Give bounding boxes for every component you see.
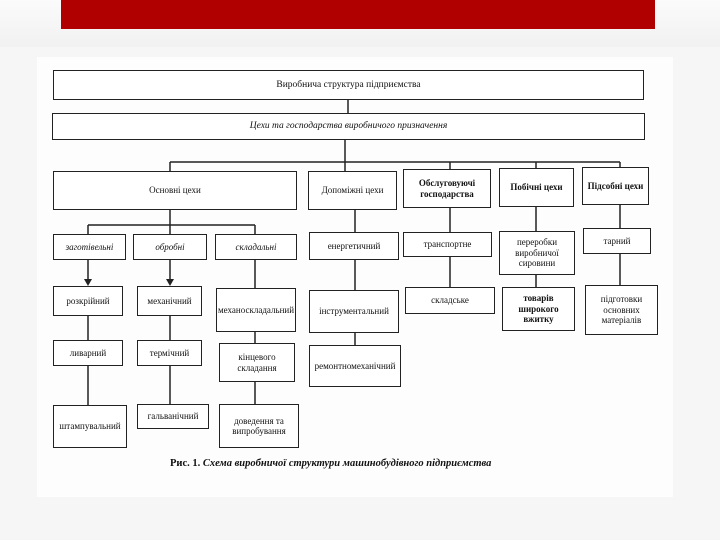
node-energy: енергетичний <box>309 232 399 260</box>
node-processing: обробні <box>133 234 207 260</box>
node-raw-processing: переробки виробничої сировини <box>499 231 575 275</box>
node-service-facilities: Обслуговуючі господарства <box>403 169 491 208</box>
node-tool: інструментальний <box>309 290 399 333</box>
node-production-structure: Виробнича структура підприємства <box>53 70 644 100</box>
node-mechanical-assembly: механоскладальний <box>216 288 296 332</box>
node-packaging: тарний <box>583 228 651 254</box>
node-procurement: заготівельні <box>53 234 126 260</box>
caption-text: Схема виробничої структури машинобудівного підприємства <box>202 458 492 469</box>
node-stamping: штампувальний <box>53 405 127 448</box>
node-galvanic: гальванічний <box>137 404 209 429</box>
node-subsidiary-shops: Підсобні цехи <box>582 167 649 205</box>
node-repair: ремонтномеханічний <box>309 345 401 387</box>
node-production-purpose-shops: Цехи та господарства виробничого призначення <box>52 113 645 140</box>
caption-label: Рис. 1. <box>170 458 201 469</box>
node-warehouse: складське <box>405 287 495 314</box>
node-auxiliary-shops: Допоміжні цехи <box>308 171 397 210</box>
node-thermal: термічний <box>137 340 202 366</box>
figure-caption <box>170 458 610 469</box>
node-mechanical: механічний <box>137 286 202 316</box>
node-cutting: розкрійний <box>53 286 123 316</box>
node-material-prep: підготовки основних матеріалів <box>585 285 658 335</box>
node-main-shops: Основні цехи <box>53 171 297 210</box>
node-testing: доведення та випробування <box>219 404 299 448</box>
node-consumer-goods: товарів широкого вжитку <box>502 287 575 331</box>
node-transport: транспортне <box>403 232 492 257</box>
node-final-assembly: кінцевого складання <box>219 343 295 382</box>
node-byproduct-shops: Побічні цехи <box>499 168 574 207</box>
node-foundry: ливарний <box>53 340 123 366</box>
node-assembly: складальні <box>215 234 297 260</box>
